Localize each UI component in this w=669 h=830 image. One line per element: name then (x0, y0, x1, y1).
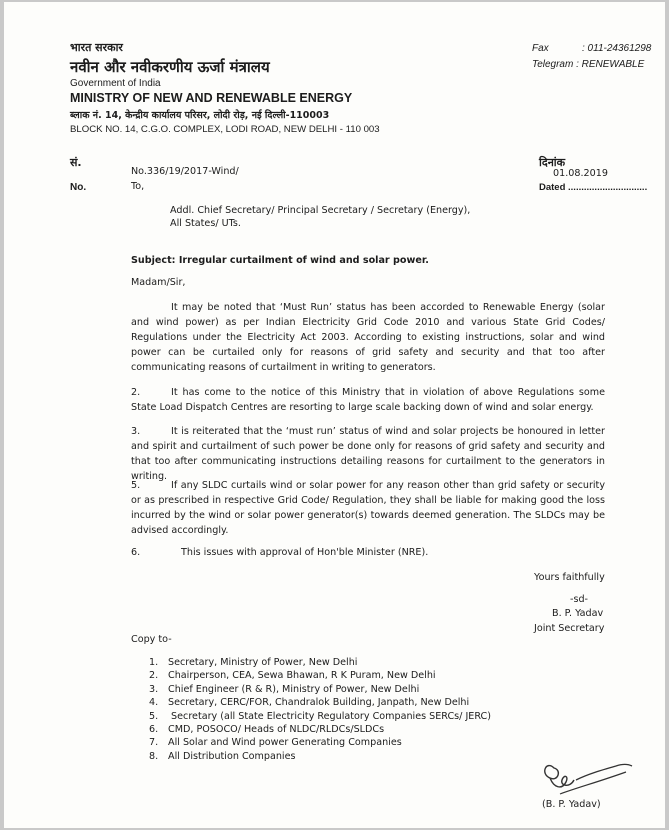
paragraph-3-text: It is reiterated that the ‘must run’ status of wind and solar projects be honoured in letter and spirit and curtailment of such power be done only for reasons of grid safety and security and that too after communicating instructions detailing reasons for curtailment to the generators in writing. (131, 426, 605, 482)
copy-to-item: 4. Secretary, CERC/FOR, Chandralok Building, Janpath, New Delhi (149, 697, 470, 709)
hindi-date-label: दिनांक (539, 156, 566, 169)
closing: Yours faithfully (534, 572, 605, 583)
reference-number: No.336/19/2017-Wind/ (131, 166, 239, 177)
paragraph-4-text: If any SLDC curtails wind or solar power for any reason other than grid safety or security or as prescribed in respective Grid Code/ Regulation, they shall be liable for making good the loss incurred by the wind or solar power generator(s) towards deemed generation. The SLDCs may be advised accordingly. (131, 480, 605, 536)
paragraph-3 (131, 424, 605, 484)
paragraph-5-text: This issues with approval of Hon'ble Minister (NRE). (181, 547, 429, 558)
addressee-line-1: Addl. Chief Secretary/ Principal Secretary / Secretary (Energy), (170, 205, 471, 216)
letter-page (4, 2, 665, 828)
sd-mark: -sd- (570, 594, 589, 605)
paragraph-3-number: 3. (131, 426, 141, 437)
copy-to-heading: Copy to- (131, 634, 172, 645)
fax-number: : 011-24361298 (582, 43, 652, 54)
paragraph-4-number: 5. (131, 480, 141, 491)
paragraph-2-text: It has come to the notice of this Ministry that in violation of above Regulations some State Load Dispatch Centres are resorting to large scale backing down of wind and solar energy. (131, 387, 605, 413)
copy-to-item: 8. All Distribution Companies (149, 750, 296, 762)
address-line: BLOCK NO. 14, C.G.O. COMPLEX, LODI ROAD, NEW DELHI - 110 003 (70, 124, 380, 135)
govt-line: Government of India (70, 78, 161, 89)
dated-label: Dated .............................. (539, 182, 648, 193)
fax-label: Fax (532, 43, 549, 54)
copy-to-list (149, 656, 491, 763)
hindi-no-label: सं. (70, 156, 82, 169)
hindi-address-line: ब्लाक नं. 14, केन्द्रीय कार्यालय परिसर, लोदी रोड़, नई दिल्ली-110003 (70, 110, 330, 121)
paragraph-2 (131, 385, 605, 415)
copy-to-item: 1. Secretary, Ministry of Power, New Delhi (149, 657, 358, 668)
salutation: Madam/Sir, (131, 277, 186, 288)
copy-to-item: 2. Chairperson, CEA, Sewa Bhawan, R K Puram, New Delhi (149, 670, 436, 682)
signature-name: (B. P. Yadav) (542, 799, 601, 810)
copy-to-item: 5. Secretary (all State Electricity Regulatory Companies SERCs/ JERC) (149, 710, 491, 722)
copy-to-item: 7. All Solar and Wind power Generating Companies (149, 737, 402, 749)
signatory-name: B. P. Yadav (552, 608, 604, 619)
paragraph-5-number: 6. (131, 547, 141, 558)
copy-to-item: 3. Chief Engineer (R & R), Ministry of Power, New Delhi (149, 683, 420, 695)
handwritten-signature (536, 754, 636, 802)
signatory-designation: Joint Secretary (534, 623, 605, 634)
to-label: To, (131, 181, 145, 192)
paragraph-1: It may be noted that ‘Must Run’ status has been accorded to Renewable Energy (solar and wind power) as per Indian Electricity Grid Code 2010 and various State Grid Codes/ Regulations under the Electricity Act 2003. According to existing instructions, solar and wind power can be curtailed only for reasons of grid safety and security and that too after communicating reasons of curtailment in writing to generators. (131, 302, 605, 373)
paragraph-5 (131, 545, 428, 560)
addressee-line-2: All States/ UTs. (170, 218, 241, 229)
subject-line: Subject: Irregular curtailment of wind and solar power. (131, 255, 429, 266)
hindi-ministry-line: नवीन और नवीकरणीय ऊर्जा मंत्रालय (70, 58, 270, 76)
hindi-govt-line: भारत सरकार (70, 41, 123, 54)
paragraph-4 (131, 478, 605, 538)
date-value: 01.08.2019 (553, 168, 608, 179)
telegram-line: Telegram : RENEWABLE (532, 59, 645, 70)
paragraph-2-number: 2. (131, 387, 141, 398)
no-label: No. (70, 182, 87, 193)
ministry-line: MINISTRY OF NEW AND RENEWABLE ENERGY (70, 91, 353, 105)
copy-to-item: 6. CMD, POSOCO/ Heads of NLDC/RLDCs/SLDCs (149, 724, 385, 736)
